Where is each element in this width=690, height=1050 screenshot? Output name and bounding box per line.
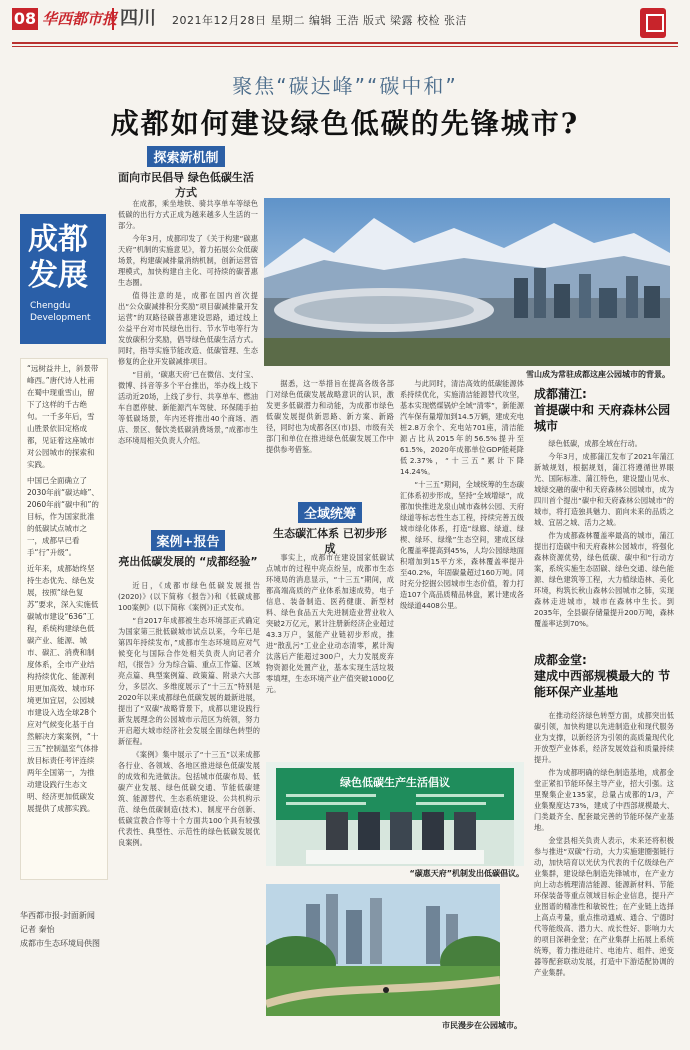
section-header-2 xyxy=(118,530,258,569)
sidebar-label-box xyxy=(20,214,106,344)
photo-caption: 雪山成为常驻成都这座公园城市的背景。 xyxy=(526,370,670,379)
byline-line: 记者 秦怡 xyxy=(20,925,55,934)
paragraph: 据悉，这一举措旨在提高各级各部门对绿色低碳发展战略意识的认识，激发更多低碳潜力和动能，为成都市绿色低碳发展提供新思路、新方案、新路径，同时也为成都各区(市)县、市级有关部门和单位在推进绿色低碳发展工作中提供参考借鉴。 xyxy=(266,379,394,454)
sidebar-paragraph: “远树益井上，斜景带峰西。”唐代诗人杜甫在蜀中现重雪山，留下了这样的千古绝句。一千多年后，雪山胜景依旧定格成都，见证着这座城市对公园城市的探索和实践。 xyxy=(27,364,99,469)
qr-code-icon xyxy=(640,8,666,38)
article-column xyxy=(266,378,394,494)
region-heading: 成都金堂: xyxy=(534,653,587,667)
paragraph: 在成都，乘坐地铁、骑共享单车等绿色低碳的出行方式正成为越来越多人生活的一部分。 xyxy=(118,199,258,230)
date-line: 2021年12月28日 星期二 编辑 王浩 版式 梁露 校检 张洁 xyxy=(172,14,467,27)
paragraph: “自2017年成都被生态环境部正式确定为国家第三批低碳城市试点以来，今年已是第四年持续发布，”成都市生态环境局应对气候变化与国际合作处相关负责人向记者介绍，《报告》分为综合篇、重点工作篇、区域亮点篇、典型案例篇、政策篇、附录六大部分，多层次、多维度展示了“十三五”特别是2020年以来成都绿色低碳发展的最新进展，提出了“双碳”战略背景下，成都以建设践行新发展理念的公园城市示范区为统领，努力开启超大城市经济社会发展全面绿色转型的新征程。 xyxy=(118,616,260,746)
paragraph: 作为成都明确的绿色制造基地，成都金堂正紧扣节能环保主导产业，招大引强。这里聚集企业135家，总量占成都的1/3，产业集聚度达73%，建成了中西部规模最大、门类最齐全、配套最完善的节能环保产业基地。 xyxy=(534,768,674,832)
page-title: 成都如何建设绿色低碳的先锋城市? xyxy=(110,107,580,140)
region-heading: 成都蒲江: xyxy=(534,387,587,401)
photo-park xyxy=(266,884,500,1016)
city-mountain-image xyxy=(264,198,670,366)
sidebar-label-zh: 成都发展 xyxy=(28,222,88,293)
paragraph: “目前，‘碳惠天府’已在微信、支付宝、微博、抖音等多个平台推出，举办线上线下活动近20场，上线了步行、共享单车、燃油车自愿停驶、新能源汽车驾驶、环保随手拍等低碳场景，年内还将推出40个商场、酒店、景区、餐饮类低碳消费场景，”成都市生态环境局相关负责人介绍。 xyxy=(118,370,258,445)
sidebar-column xyxy=(20,358,108,880)
article-column xyxy=(400,378,524,754)
section-subhead: 面向市民倡导 绿色低碳生活方式 xyxy=(118,171,254,199)
section-tag: 案例+报告 xyxy=(151,530,226,551)
region-subheading: 首提碳中和 天府森林公园城市 xyxy=(534,403,671,433)
article-column xyxy=(118,580,260,1040)
photo-caption: 市民漫步在公园城市。 xyxy=(442,1021,522,1030)
paragraph: 今年3月，成都蒲江发布了2021年蒲江新城规划，根据规划，蒲江将遵循世界眼光、国际标准、蒲江特色，建设盟山见水、城绿交融的碳中和天府森林公园城市，成为四川首个提出“碳中和天府森林公园城市”的城市，将打造独具魅力、面向未来的品质之城、宜居之城、活力之城。 xyxy=(534,452,674,527)
photo-caption: “碳惠天府”机制发出低碳倡议。 xyxy=(409,869,524,878)
event-banner-text: 绿色低碳生产生活倡议 xyxy=(340,776,450,789)
paragraph: 今年3月，成都印发了《关于构建“碳惠天府”机制的实施意见》，着力拓展公众低碳场景，构建碳减排量消纳机制，创新运营管理模式，加快构建自主化、可持续的碳普惠生态圈。 xyxy=(118,234,258,287)
section-header-1 xyxy=(118,146,254,200)
region-subheading: 建成中西部规模最大的 节能环保产业基地 xyxy=(534,669,671,699)
byline-line: 华西都市报-封面新闻 xyxy=(20,911,95,920)
article-column xyxy=(266,552,394,754)
park-image xyxy=(266,884,500,1016)
article-column xyxy=(534,438,674,648)
headline-kicker: 聚焦“碳达峰”“碳中和” xyxy=(232,74,458,98)
paragraph: 事实上，成都市在建设国家低碳试点城市的过程中亮点纷呈，成都市生态环境局的消息显示，“十三五”期间，成都高端高质的产业体系加速成势，电子信息、装备制造、医药健康、新型材料、绿色食品五大先进制造业营业收入突破2万亿元，累计注册新经济企业超过43.3万户，氢能产业链初步形成，推进“散乱污”工业企业动态清零，累计淘汰落后产能超过300户，大力发展废弃物资源化处置产业，基本实现生活垃圾零填埋，生态环境产业产值突破1000亿元。 xyxy=(266,553,394,694)
masthead-rule xyxy=(12,42,678,44)
paragraph: 绿色低碳，成都全域在行动。 xyxy=(548,439,642,448)
photo-event xyxy=(266,762,524,866)
photo-city-mountain xyxy=(264,198,670,366)
article-column xyxy=(118,198,258,524)
section-header-pujiang xyxy=(534,386,674,434)
paragraph: “十三五”期间，全域统筹的生态碳汇体系初步形成，坚持“全域增绿”，成都加快推进龙泉山城市森林公园、天府绿道等标志性生态工程，持续完善五级城市绿化体系，打造“绿廊、绿道、绿楔、绿环、绿缘”生态空间，建成区绿化覆盖率提高到45%，人均公园绿地面积增加到15平方米，森林覆盖率提升至40.2%，年固碳量超过160万吨。同时充分挖掘公园城市生态价值，着力打造107个高品质精品林盘，累计建成各级绿道4408公里。 xyxy=(400,480,524,610)
section-header-jintang xyxy=(534,652,674,700)
sidebar-paragraph: 近年来，成都始终坚持生态优先、绿色发展，按照“绿色复苏”要求，深入实施低碳城市建设“636”工程，系统构建绿色低碳产业、能源、城市、碳汇、消费和制度体系，全市产业结构持续优化、能源利用更加高效、城市环境更加宜居，公园城市建设入选全球28个应对气候变化基于自然解决方案案例，“十三五”控制温室气体排放目标责任考评连续两年全国第一，为推动建设践行生态文明、经济更加低碳发展提供了成都实践。 xyxy=(27,564,99,813)
section-subhead: 亮出低碳发展的 “成都经验” xyxy=(118,555,258,568)
section-subhead: 生态碳汇体系 已初步形成 xyxy=(273,527,387,555)
paragraph: 在推动经济绿色转型方面，成都突出低碳引领，加快构建以先进制造业和现代服务业为支撑，以新经济为引领的高质量现代化开放型产业体系，经济发展效益和质量持续提升。 xyxy=(534,711,674,764)
masthead-rule-thin xyxy=(12,46,678,47)
paragraph: 值得注意的是，成都在国内首次提出“公众碳减排积分奖励”项目碳减排量开发运营”的双路径碳普惠建设思路，通过线上公益平台对市民绿色出行、节水节电等行为发放碳积分奖励，倡导绿色低碳生活方式。同时，指导实施节能改造、低碳管理、生态修复的企业开发碳减排项目。 xyxy=(118,291,258,366)
paragraph: 作为成都森林覆盖率最高的城市，蒲江提出打造碳中和天府森林公园城市，将强化森林资源优势，绿色低碳、碳中和“行动方案，系统实施生态固碳、绿色交通、绿色能源、绿色建筑等工程，大力植绿造林、美化环境，构筑长秋山森林公园城市之肺，实现森林走进城市，城市在森林中生长。到2035年，全县碳存储量提升200万吨，森林覆盖率达到70%。 xyxy=(534,531,674,628)
event-image xyxy=(266,762,524,866)
paragraph: 近日，《成都市绿色低碳发展报告(2020)》(以下简称《报告》)和《低碳成都100案例》(以下简称《案例》)正式发布。 xyxy=(118,581,260,612)
section-header-3 xyxy=(268,502,392,556)
paragraph: 金堂县相关负责人表示，未来还将积极参与推进“双碳”行动，大力实施建圈强链行动，加快培育以光伏为代表的千亿级绿色产业集群，建设绿色制造先锋城市，在产业方向上动态梳理清洁能源、能源新材料、节能环保装备等重点领域目标企业信息，提升产业图谱的精准性和敏锐性；在产业链上选择上高点考量，重点推动通威、通合、宁德时代等能级高、潜力大、成长性好、影响力大的项目深耕金堂；在产业集群上拓展上系统统筹，着力推进硅片、电池片、组件、逆变器等配套联动发展，打造中下游适配协调的产业集群。 xyxy=(534,836,674,977)
section-tag: 全域统筹 xyxy=(298,502,362,523)
paragraph: 与此同时，清洁高效的低碳能源体系持续优化，实施清洁能源替代攻坚，基本实现燃煤锅炉全域“清零”，新能源汽车保有量增加到14.5万辆，建成充电桩2.8万余个、充电站701座，清洁能源占比从2015年的56.5%提升至61.5%，2020年成都单位GDP能耗降低2.37%，“十三五”累计下降14.24%。 xyxy=(400,379,524,476)
paragraph: 《案例》集中展示了“十三五”以来成都各行业、各领域、各地区推进绿色低碳发展的成效和先进做法。包括城市低碳布局、低碳产业发展、绿色低碳交通、节能低碳建筑、能源替代、生态系统建设、公共机构示范、绿色低碳制造(技术)、制度平台创新、低碳宣教合作等十个方面共100个具有较强代表性、典型性、示范性的绿色低碳发展优良案例。 xyxy=(118,750,260,847)
section-name: 四川 xyxy=(112,8,156,30)
page-number: 08 xyxy=(13,9,37,28)
sidebar-label-en: Chengdu Development xyxy=(30,301,91,323)
byline-line: 成都市生态环境局供图 xyxy=(20,939,100,948)
byline xyxy=(20,910,106,952)
article-column xyxy=(534,710,674,1040)
newspaper-name: 华西都市报 xyxy=(42,10,118,28)
section-tag: 探索新机制 xyxy=(147,146,224,167)
sidebar-paragraph: 中国已全面确立了2030年前“碳达峰”、2060年前“碳中和”的目标，作为国家批准的低碳试点城市之一，成都早已看手“行”升级“。 xyxy=(27,476,99,557)
